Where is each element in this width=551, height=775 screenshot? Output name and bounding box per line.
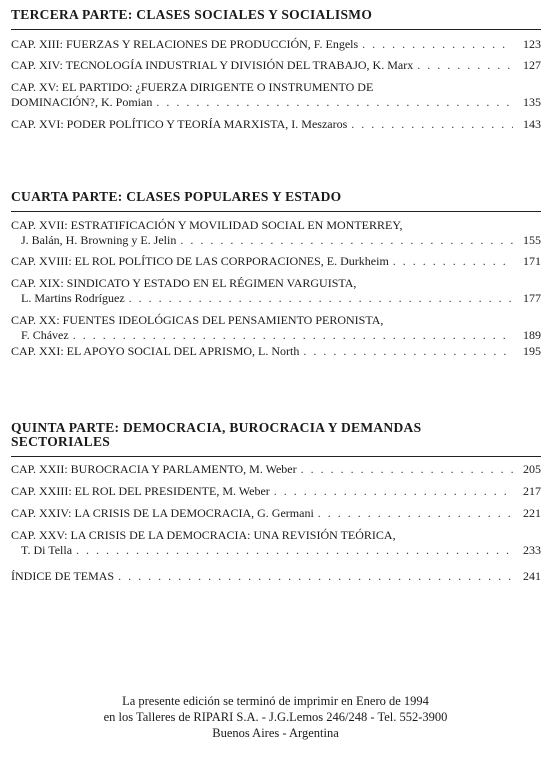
entry-author: DOMINACIÓN?, K. Pomian [11, 95, 153, 109]
page-number: 221 [523, 506, 541, 520]
toc-entry[interactable] [11, 462, 541, 477]
page-number: 205 [523, 462, 541, 476]
part-cuarta [11, 190, 541, 204]
toc-entry[interactable] [11, 344, 541, 359]
entry-title: CAP. XX: FUENTES IDEOLÓGICAS DEL PENSAMIENTO PERONISTA, [11, 313, 384, 327]
dot-leader [417, 58, 513, 73]
part-rule [11, 456, 541, 457]
dot-leader [301, 462, 513, 477]
entry-title: CAP. XVI: PODER POLÍTICO Y TEORÍA MARXISTA, I. Meszaros [11, 117, 348, 131]
dot-leader [362, 37, 513, 52]
dot-leader [303, 344, 513, 359]
entry-title: ÍNDICE DE TEMAS [11, 569, 115, 583]
page-number: 241 [523, 569, 541, 583]
page-number: 217 [523, 484, 541, 498]
dot-leader [351, 117, 513, 132]
page-number: 135 [523, 95, 541, 109]
dot-leader [180, 233, 513, 248]
dot-leader [73, 328, 513, 343]
toc-entry[interactable] [11, 58, 541, 73]
dot-leader [129, 291, 513, 306]
entry-title: CAP. XV: EL PARTIDO: ¿FUERZA DIRIGENTE O INSTRUMENTO DE [11, 80, 374, 94]
page-number: 177 [523, 291, 541, 305]
dot-leader [274, 484, 513, 499]
part-tercera [11, 8, 541, 22]
page-number: 233 [523, 543, 541, 557]
entry-title: CAP. XIII: FUERZAS Y RELACIONES DE PRODUCCIÓN, F. Engels [11, 37, 359, 51]
part-rule [11, 29, 541, 30]
colophon-line: en los Talleres de RIPARI S.A. - J.G.Lemos 246/248 - Tel. 552-3900 [103, 710, 448, 724]
colophon-line: La presente edición se terminó de imprimir en Enero de 1994 [122, 694, 429, 708]
page-number: 155 [523, 233, 541, 247]
entry-author: T. Di Tella [21, 543, 73, 557]
toc-entry-index[interactable] [11, 569, 541, 584]
entry-title: CAP. XVII: ESTRATIFICACIÓN Y MOVILIDAD SOCIAL EN MONTERREY, [11, 218, 403, 232]
entry-title: CAP. XXI: EL APOYO SOCIAL DEL APRISMO, L. North [11, 344, 300, 358]
dot-leader [318, 506, 513, 521]
toc-entry[interactable] [11, 254, 541, 269]
dot-leader [156, 95, 513, 110]
toc-entry[interactable] [11, 276, 541, 306]
entry-author: J. Balán, H. Browning y E. Jelin [21, 233, 177, 247]
page-number: 123 [523, 37, 541, 51]
entry-author: F. Chávez [21, 328, 69, 342]
page-number: 171 [523, 254, 541, 268]
entry-title: CAP. XXIV: LA CRISIS DE LA DEMOCRACIA, G. Germani [11, 506, 314, 520]
toc-entry[interactable] [11, 313, 541, 343]
entry-title: CAP. XXV: LA CRISIS DE LA DEMOCRACIA: UNA REVISIÓN TEÓRICA, [11, 528, 396, 542]
dot-leader [393, 254, 513, 269]
entry-title: CAP. XVIII: EL ROL POLÍTICO DE LAS CORPORACIONES, E. Durkheim [11, 254, 389, 268]
toc-entry[interactable] [11, 528, 541, 558]
part-quinta [11, 421, 461, 449]
page-number: 127 [523, 58, 541, 72]
entry-title: CAP. XXII: BUROCRACIA Y PARLAMENTO, M. Weber [11, 462, 297, 476]
part-rule [11, 211, 541, 212]
toc-entry[interactable] [11, 506, 541, 521]
page-number: 189 [523, 328, 541, 342]
entry-author: L. Martins Rodríguez [21, 291, 125, 305]
toc-entry[interactable] [11, 218, 541, 248]
toc-entry[interactable] [11, 117, 541, 132]
toc-entry[interactable] [11, 484, 541, 499]
part-title: QUINTA PARTE: DEMOCRACIA, BUROCRACIA Y DEMANDAS SECTORIALES [11, 420, 422, 449]
entry-title: CAP. XXIII: EL ROL DEL PRESIDENTE, M. Weber [11, 484, 270, 498]
page-number: 195 [523, 344, 541, 358]
toc-entry[interactable] [11, 80, 541, 110]
dot-leader [118, 569, 513, 584]
page-number: 143 [523, 117, 541, 131]
part-title: CUARTA PARTE: CLASES POPULARES Y ESTADO [11, 189, 342, 204]
entry-title: CAP. XIV: TECNOLOGÍA INDUSTRIAL Y DIVISIÓN DEL TRABAJO, K. Marx [11, 58, 414, 72]
colophon [0, 693, 551, 741]
part-title: TERCERA PARTE: CLASES SOCIALES Y SOCIALISMO [11, 7, 373, 22]
dot-leader [76, 543, 513, 558]
toc-entry[interactable] [11, 37, 541, 52]
colophon-line: Buenos Aires - Argentina [212, 726, 339, 740]
entry-title: CAP. XIX: SINDICATO Y ESTADO EN EL RÉGIMEN VARGUISTA, [11, 276, 357, 290]
